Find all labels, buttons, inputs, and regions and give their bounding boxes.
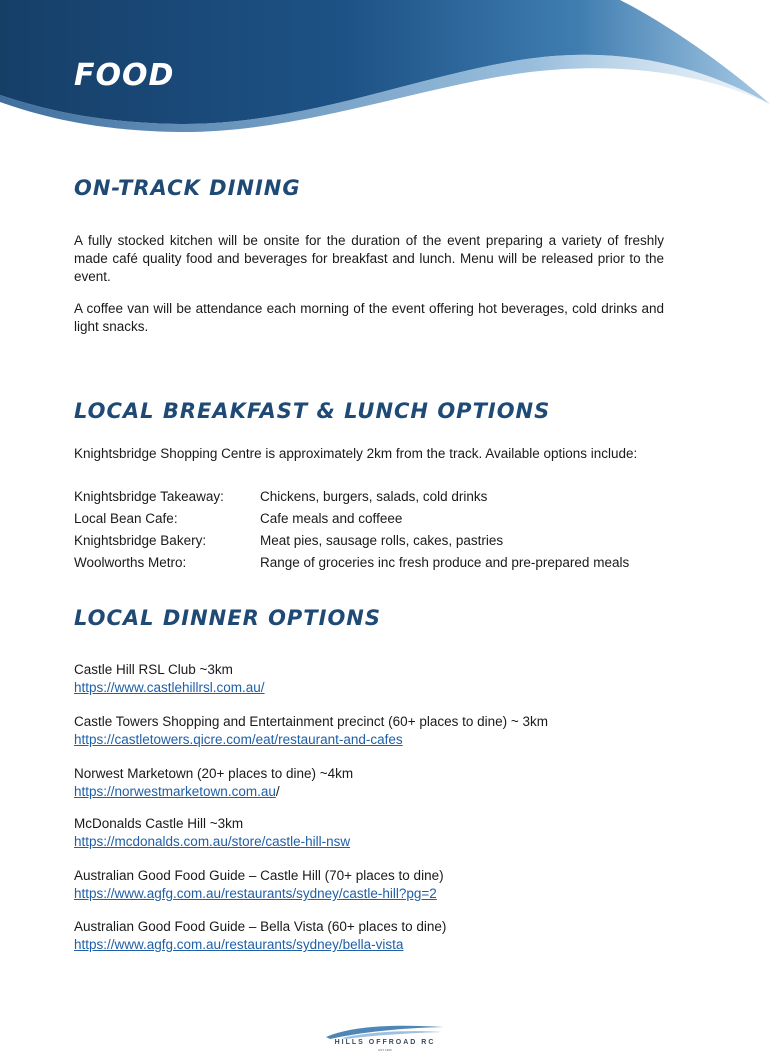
dinner-link[interactable]: https://mcdonalds.com.au/store/castle-hill-nsw bbox=[74, 834, 351, 849]
dinner-link[interactable]: https://castletowers.qicre.com/eat/restaurant-and-cafes bbox=[74, 732, 403, 747]
paragraph-kitchen: A fully stocked kitchen will be onsite for the duration of the event preparing a variety of freshly made café quality food and beverages for breakfast and lunch. Menu will be released prior to the event. bbox=[74, 233, 664, 284]
dinner-item bbox=[74, 765, 353, 801]
dinner-item bbox=[74, 867, 444, 903]
dinner-item bbox=[74, 713, 548, 749]
option-name: Knightsbridge Bakery: bbox=[74, 533, 207, 548]
option-name: Woolworths Metro: bbox=[74, 555, 187, 570]
footer-logo-subtext: EST 1996 bbox=[378, 1048, 392, 1052]
dinner-link[interactable]: https://www.agfg.com.au/restaurants/sydney/castle-hill?pg=2 bbox=[74, 886, 437, 901]
section-title-dinner: LOCAL DINNER OPTIONS bbox=[74, 606, 381, 630]
footer-logo-wave-icon bbox=[322, 1024, 448, 1040]
page-title: FOOD bbox=[74, 58, 175, 93]
dinner-item bbox=[74, 815, 350, 851]
dinner-link-suffix: / bbox=[275, 784, 280, 799]
footer-logo bbox=[322, 1024, 448, 1054]
paragraph-coffee-van: A coffee van will be attendance each morning of the event offering hot beverages, cold drinks and light snacks. bbox=[74, 301, 664, 334]
dinner-item bbox=[74, 661, 265, 697]
paragraph-knightsbridge-intro: Knightsbridge Shopping Centre is approximately 2km from the track. Available options include: bbox=[74, 446, 638, 461]
option-description: Cafe meals and coffeee bbox=[260, 511, 403, 526]
header-banner bbox=[0, 0, 770, 140]
dinner-name: Australian Good Food Guide – Bella Vista (60+ places to dine) bbox=[74, 919, 447, 934]
option-name: Knightsbridge Takeaway: bbox=[74, 489, 224, 504]
option-name: Local Bean Cafe: bbox=[74, 511, 178, 526]
dinner-name: Norwest Marketown (20+ places to dine) ~4km bbox=[74, 766, 354, 781]
dinner-name: Castle Towers Shopping and Entertainment precinct (60+ places to dine) ~ 3km bbox=[74, 714, 549, 729]
dinner-link[interactable]: https://www.castlehillrsl.com.au/ bbox=[74, 680, 265, 695]
dinner-link[interactable]: https://norwestmarketown.com.au bbox=[74, 784, 276, 799]
option-description: Meat pies, sausage rolls, cakes, pastries bbox=[260, 533, 504, 548]
footer-logo-text: HILLS OFFROAD RC bbox=[334, 1039, 436, 1046]
dinner-name: Australian Good Food Guide – Castle Hill (70+ places to dine) bbox=[74, 868, 444, 883]
dinner-name: McDonalds Castle Hill ~3km bbox=[74, 816, 244, 831]
section-title-on-track: ON-TRACK DINING bbox=[74, 176, 301, 200]
dinner-item bbox=[74, 918, 446, 954]
dinner-name: Castle Hill RSL Club ~3km bbox=[74, 662, 233, 677]
option-description: Chickens, burgers, salads, cold drinks bbox=[260, 489, 488, 504]
dinner-link[interactable]: https://www.agfg.com.au/restaurants/sydney/bella-vista bbox=[74, 937, 404, 952]
option-description: Range of groceries inc fresh produce and pre-prepared meals bbox=[260, 555, 630, 570]
section-title-breakfast-lunch: LOCAL BREAKFAST & LUNCH OPTIONS bbox=[74, 399, 551, 423]
